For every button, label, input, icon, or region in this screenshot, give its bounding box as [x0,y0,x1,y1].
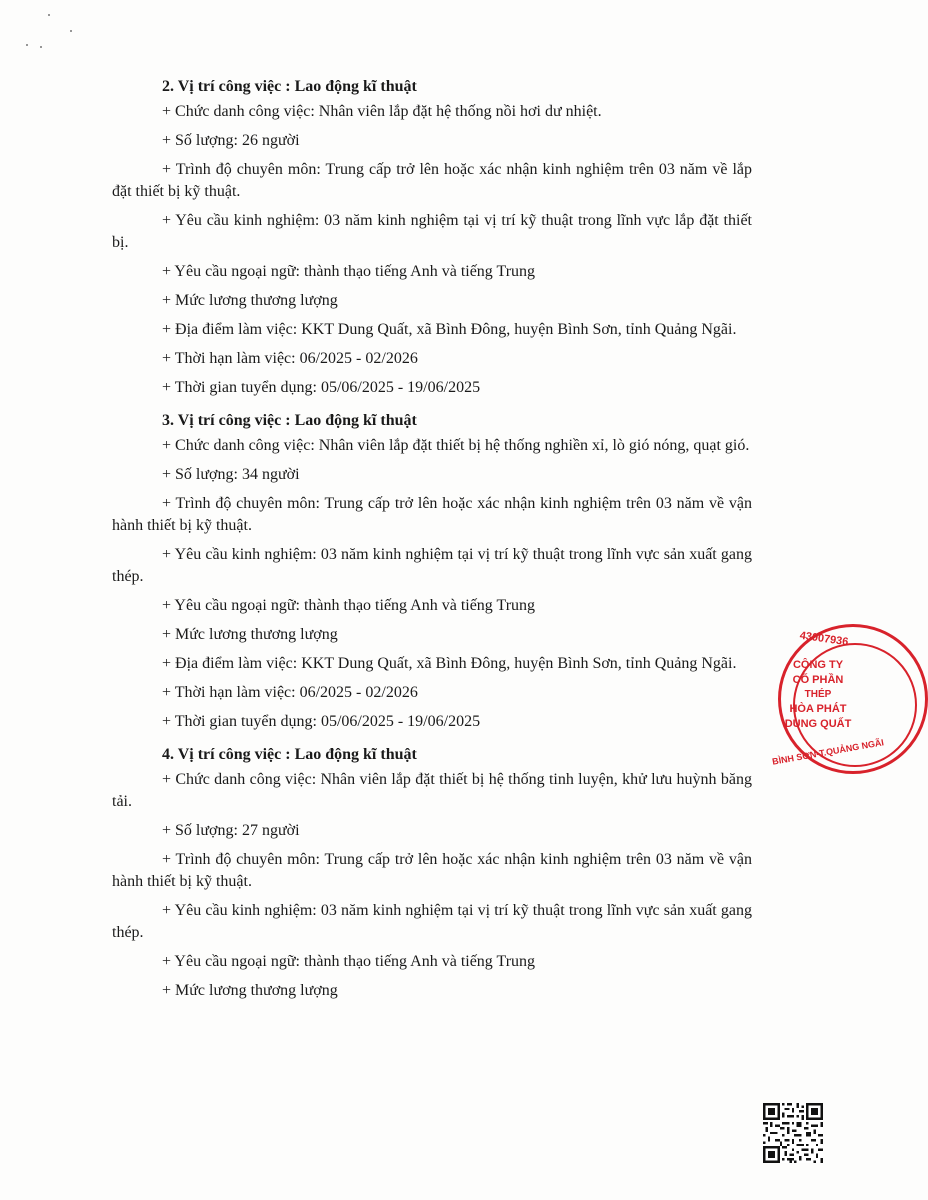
stamp-line-2: CỔ PHẦN [792,674,844,686]
qualification-line: + Trình độ chuyên môn: Trung cấp trở lên hoặc xác nhận kinh nghiệm trên 03 năm về lắp đặt thiết bị kỹ thuật. [112,161,752,200]
experience-line: + Yêu cầu kinh nghiệm: 03 năm kinh nghiệm tại vị trí kỹ thuật trong lĩnh vực lắp đặt thiết bị. [112,212,752,251]
recruitment-period-line: + Thời gian tuyển dụng: 05/06/2025 - 19/06/2025 [162,713,481,730]
section-heading: 2. Vị trí công việc : Lao động kĩ thuật [162,78,417,95]
qr-code-icon [763,1103,823,1163]
workplace-line: + Địa điểm làm việc: KKT Dung Quất, xã Bình Đông, huyện Bình Sơn, tỉnh Quảng Ngãi. [162,321,737,338]
job-title-line: + Chức danh công việc: Nhân viên lắp đặt thiết bị hệ thống tinh luyện, khử lưu huỳnh băng tải. [112,771,752,810]
quantity-line: + Số lượng: 27 người [162,822,300,839]
salary-line: + Mức lương thương lượng [162,626,338,643]
section-position-3 [112,406,752,740]
document-body [112,72,752,1009]
stamp-line-4: HÒA PHÁT [789,703,847,715]
stamp-line-6: BÌNH SƠN-T.QUẢNG NGÃI [771,737,885,767]
section-position-4 [112,740,752,1009]
job-title-line: + Chức danh công việc: Nhân viên lắp đặt hệ thống nồi hơi dư nhiệt. [162,103,602,120]
language-line: + Yêu cầu ngoại ngữ: thành thạo tiếng Anh và tiếng Trung [162,597,536,614]
language-line: + Yêu cầu ngoại ngữ: thành thạo tiếng Anh và tiếng Trung [162,953,536,970]
workplace-line: + Địa điểm làm việc: KKT Dung Quất, xã Bình Đông, huyện Bình Sơn, tỉnh Quảng Ngãi. [162,655,737,672]
stamp-seal-icon [771,624,928,774]
quantity-line: + Số lượng: 26 người [162,132,300,149]
stamp-number: 43007936 [798,629,850,649]
salary-line: + Mức lương thương lượng [162,982,338,999]
section-heading: 4. Vị trí công việc : Lao động kĩ thuật [162,746,417,763]
salary-line: + Mức lương thương lượng [162,292,338,309]
stamp-line-3: THÉP [804,689,832,700]
job-title-line: + Chức danh công việc: Nhân viên lắp đặt thiết bị hệ thống nghiền xỉ, lò gió nóng, quạt gió. [162,437,750,454]
stamp-line-5: DUNG QUẤT [784,718,852,730]
experience-line: + Yêu cầu kinh nghiệm: 03 năm kinh nghiệm tại vị trí kỹ thuật trong lĩnh vực sản xuất gang thép. [112,902,752,941]
qualification-line: + Trình độ chuyên môn: Trung cấp trở lên hoặc xác nhận kinh nghiệm trên 03 năm về vận hành thiết bị kỹ thuật. [112,495,752,534]
company-stamp [771,620,885,780]
quantity-line: + Số lượng: 34 người [162,466,300,483]
recruitment-period-line: + Thời gian tuyển dụng: 05/06/2025 - 19/06/2025 [162,379,481,396]
stamp-line-1: CÔNG TY [792,659,844,671]
qualification-line: + Trình độ chuyên môn: Trung cấp trở lên hoặc xác nhận kinh nghiệm trên 03 năm về vận hành thiết bị kỹ thuật. [112,851,752,890]
section-position-2 [112,72,752,406]
experience-line: + Yêu cầu kinh nghiệm: 03 năm kinh nghiệm tại vị trí kỹ thuật trong lĩnh vực sản xuất gang thép. [112,546,752,585]
language-line: + Yêu cầu ngoại ngữ: thành thạo tiếng Anh và tiếng Trung [162,263,536,280]
work-period-line: + Thời hạn làm việc: 06/2025 - 02/2026 [162,350,418,367]
section-heading: 3. Vị trí công việc : Lao động kĩ thuật [162,412,417,429]
work-period-line: + Thời hạn làm việc: 06/2025 - 02/2026 [162,684,418,701]
